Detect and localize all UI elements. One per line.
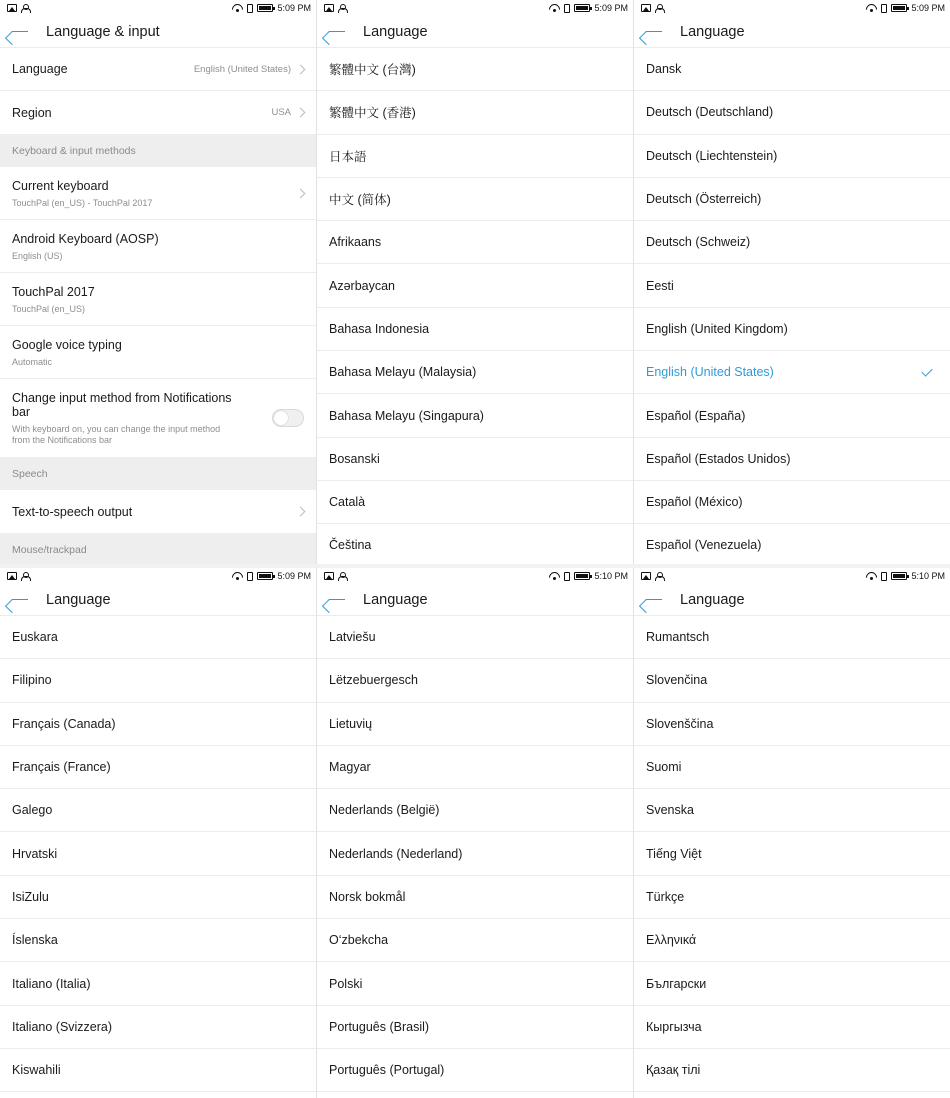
person-icon xyxy=(338,572,346,581)
wifi-icon xyxy=(866,572,877,580)
language-item[interactable] xyxy=(634,962,950,1005)
language-item[interactable] xyxy=(634,48,950,91)
chevron-right-icon xyxy=(296,64,306,74)
language-item-label: Galego xyxy=(12,803,53,818)
language-item[interactable] xyxy=(634,1006,950,1049)
language-item-label: 中文 (简体) xyxy=(329,193,391,208)
app-bar xyxy=(317,16,633,48)
person-icon xyxy=(655,4,663,13)
language-item[interactable] xyxy=(0,876,316,919)
language-item-label: Slovenčina xyxy=(646,673,708,688)
language-item[interactable] xyxy=(634,438,950,481)
language-item-label: Hrvatski xyxy=(12,846,58,861)
status-bar xyxy=(317,0,633,16)
voice-typing-row[interactable] xyxy=(0,326,316,379)
language-setting-value: English (United States) xyxy=(193,63,291,75)
wifi-icon xyxy=(232,4,243,12)
status-bar xyxy=(634,0,950,16)
language-item-label: English (United Kingdom) xyxy=(646,321,788,336)
page-title: Language xyxy=(363,591,428,608)
battery-icon xyxy=(891,4,907,12)
language-item[interactable] xyxy=(317,1006,633,1049)
language-item[interactable] xyxy=(634,524,950,564)
tts-label: Text-to-speech output xyxy=(12,504,133,519)
language-item[interactable] xyxy=(634,789,950,832)
status-bar xyxy=(317,568,633,584)
page-title: Language xyxy=(680,591,745,608)
language-item-label: Català xyxy=(329,495,366,510)
language-item-label: Íslenska xyxy=(12,933,58,948)
language-item-label: Italiano (Svizzera) xyxy=(12,1019,113,1034)
language-item[interactable] xyxy=(317,221,633,264)
voice-typing-sub: Automatic xyxy=(12,356,53,367)
language-item[interactable] xyxy=(634,135,950,178)
language-item[interactable] xyxy=(0,1049,316,1092)
language-list-screen xyxy=(0,568,316,1098)
current-keyboard-label: Current keyboard xyxy=(12,178,109,193)
region-setting-value: USA xyxy=(271,107,291,118)
language-list-screen xyxy=(317,0,633,564)
language-item-label: Lietuvių xyxy=(329,716,373,731)
language-item-label: Қазақ тілі xyxy=(646,1063,701,1078)
language-item[interactable] xyxy=(0,616,316,659)
sim-icon xyxy=(881,4,887,13)
language-item-label: Afrikaans xyxy=(329,235,382,250)
battery-icon xyxy=(574,4,590,12)
status-bar xyxy=(634,568,950,584)
language-item[interactable] xyxy=(317,746,633,789)
language-item[interactable] xyxy=(317,308,633,351)
language-item[interactable] xyxy=(317,351,633,394)
language-item-label: English (United States) xyxy=(646,365,774,380)
language-item[interactable] xyxy=(634,351,950,394)
sim-icon xyxy=(564,572,570,581)
person-icon xyxy=(21,4,29,13)
app-bar xyxy=(634,584,950,616)
image-notification-icon xyxy=(324,572,334,580)
back-arrow-icon[interactable] xyxy=(328,593,346,607)
language-item[interactable] xyxy=(317,919,633,962)
back-arrow-icon[interactable] xyxy=(11,25,29,39)
section-header-mouse: Mouse/trackpad xyxy=(0,533,316,564)
language-item-label: Ελληνικά xyxy=(646,933,697,948)
section-header-keyboard: Keyboard & input methods xyxy=(0,134,316,167)
sim-icon xyxy=(247,572,253,581)
language-item[interactable] xyxy=(634,91,950,134)
page-title: Language xyxy=(46,591,111,608)
battery-icon xyxy=(257,572,273,580)
language-item[interactable] xyxy=(634,178,950,221)
region-setting-label: Region xyxy=(12,105,52,120)
language-item-label: Čeština xyxy=(329,538,372,553)
wifi-icon xyxy=(549,4,560,12)
language-item-label: Eesti xyxy=(646,278,674,293)
current-keyboard-row[interactable] xyxy=(0,167,316,220)
voice-typing-label: Google voice typing xyxy=(12,337,122,352)
language-item[interactable] xyxy=(317,1049,633,1092)
language-item[interactable] xyxy=(317,832,633,875)
language-item[interactable] xyxy=(634,481,950,524)
language-item[interactable] xyxy=(317,659,633,702)
back-arrow-icon[interactable] xyxy=(645,25,663,39)
language-item-label: Slovenščina xyxy=(646,716,714,731)
battery-icon xyxy=(257,4,273,12)
language-item[interactable] xyxy=(634,876,950,919)
touchpal-sub: TouchPal (en_US) xyxy=(12,303,86,314)
language-item-label: Norsk bokmål xyxy=(329,889,406,904)
language-item[interactable] xyxy=(0,789,316,832)
language-item-label: Italiano (Italia) xyxy=(12,976,91,991)
aosp-keyboard-row[interactable] xyxy=(0,220,316,273)
language-item-label: Tiếng Việt xyxy=(646,846,702,861)
image-notification-icon xyxy=(324,4,334,12)
language-item-label: Bahasa Melayu (Singapura) xyxy=(329,408,484,423)
status-bar xyxy=(0,0,316,16)
person-icon xyxy=(338,4,346,13)
person-icon xyxy=(655,572,663,581)
language-item[interactable] xyxy=(634,659,950,702)
language-item[interactable] xyxy=(317,48,633,91)
language-item[interactable] xyxy=(634,746,950,789)
language-item-label: Português (Portugal) xyxy=(329,1063,445,1078)
wifi-icon xyxy=(866,4,877,12)
language-item[interactable] xyxy=(317,876,633,919)
language-item[interactable] xyxy=(0,919,316,962)
language-item-label: Euskara xyxy=(12,630,58,645)
language-item-label: Bahasa Melayu (Malaysia) xyxy=(329,365,477,380)
back-arrow-icon[interactable] xyxy=(645,593,663,607)
aosp-keyboard-sub: English (US) xyxy=(12,250,63,261)
language-item[interactable] xyxy=(317,394,633,437)
status-time: 5:09 PM xyxy=(277,3,311,13)
app-bar xyxy=(634,16,950,48)
language-item-label: Rumantsch xyxy=(646,630,710,645)
language-item[interactable] xyxy=(317,264,633,307)
language-item-label: IsiZulu xyxy=(12,889,49,904)
app-bar xyxy=(0,584,316,616)
touchpal-row[interactable] xyxy=(0,273,316,326)
language-item-label: Svenska xyxy=(646,803,694,818)
language-item-label: Nederlands (België) xyxy=(329,803,440,818)
wifi-icon xyxy=(549,572,560,580)
language-item-label: Español (México) xyxy=(646,495,743,510)
language-item-label: Español (Estados Unidos) xyxy=(646,451,791,466)
language-item[interactable] xyxy=(317,135,633,178)
language-item-label: Deutsch (Deutschland) xyxy=(646,105,774,120)
status-time: 5:09 PM xyxy=(911,3,945,13)
language-item-label: Deutsch (Österreich) xyxy=(646,192,762,207)
language-item-label: Türkçe xyxy=(646,889,685,904)
language-list-screen xyxy=(634,568,950,1098)
sim-icon xyxy=(564,4,570,13)
sim-icon xyxy=(881,572,887,581)
language-item[interactable] xyxy=(634,264,950,307)
status-time: 5:09 PM xyxy=(594,3,628,13)
language-item[interactable] xyxy=(0,746,316,789)
language-setting-label: Language xyxy=(12,62,68,76)
touchpal-label: TouchPal 2017 xyxy=(12,284,95,299)
back-arrow-icon[interactable] xyxy=(328,25,346,39)
language-item[interactable] xyxy=(317,91,633,134)
tts-row[interactable] xyxy=(0,490,316,533)
language-item-label: Polski xyxy=(329,976,363,991)
language-item[interactable] xyxy=(0,832,316,875)
language-item-label: 日本語 xyxy=(329,149,367,164)
language-item[interactable] xyxy=(317,962,633,1005)
language-item[interactable] xyxy=(634,832,950,875)
language-item-label: Español (Venezuela) xyxy=(646,538,762,553)
language-item[interactable] xyxy=(317,481,633,524)
language-item[interactable] xyxy=(317,616,633,659)
status-time: 5:10 PM xyxy=(594,571,628,581)
language-item-label: Kiswahili xyxy=(12,1063,61,1078)
language-item-label: Suomi xyxy=(646,760,682,775)
language-item[interactable] xyxy=(634,703,950,746)
page-title: Language xyxy=(363,23,428,40)
language-item-label: Bosanski xyxy=(329,451,380,466)
language-item[interactable] xyxy=(317,178,633,221)
language-item[interactable] xyxy=(0,703,316,746)
app-bar xyxy=(0,16,316,48)
status-bar xyxy=(0,568,316,584)
language-item-label: Latviešu xyxy=(329,630,376,645)
image-notification-icon xyxy=(7,4,17,12)
wifi-icon xyxy=(232,572,243,580)
language-item[interactable] xyxy=(0,659,316,702)
chevron-right-icon xyxy=(296,108,306,118)
language-item-label: Magyar xyxy=(329,760,371,775)
language-item[interactable] xyxy=(634,919,950,962)
language-item[interactable] xyxy=(634,1049,950,1092)
language-item[interactable] xyxy=(0,1006,316,1049)
language-item[interactable] xyxy=(634,394,950,437)
change-input-row[interactable] xyxy=(0,379,316,457)
image-notification-icon xyxy=(641,572,651,580)
language-item-label: 繁體中文 (台灣) xyxy=(329,63,416,78)
language-item[interactable] xyxy=(317,703,633,746)
language-item[interactable] xyxy=(634,308,950,351)
change-input-toggle[interactable] xyxy=(272,409,304,427)
chevron-right-icon xyxy=(296,188,306,198)
language-item[interactable] xyxy=(0,962,316,1005)
language-item-label: Deutsch (Schweiz) xyxy=(646,235,751,250)
language-item-label: Français (France) xyxy=(12,760,111,775)
language-item-label: Български xyxy=(646,976,707,991)
language-item[interactable] xyxy=(317,789,633,832)
aosp-keyboard-label: Android Keyboard (AOSP) xyxy=(12,231,159,246)
change-input-label: Change input method from Notifications bar xyxy=(12,390,232,419)
chevron-right-icon xyxy=(296,507,306,517)
language-item-label: Español (España) xyxy=(646,408,746,423)
status-time: 5:10 PM xyxy=(911,571,945,581)
region-setting-row[interactable] xyxy=(0,91,316,134)
language-item[interactable] xyxy=(317,438,633,481)
person-icon xyxy=(21,572,29,581)
back-arrow-icon[interactable] xyxy=(11,593,29,607)
language-item-label: 繁體中文 (香港) xyxy=(329,106,416,121)
battery-icon xyxy=(891,572,907,580)
checkmark-icon xyxy=(921,365,932,376)
language-item-label: Bahasa Indonesia xyxy=(329,321,430,336)
language-item-label: O‘zbekcha xyxy=(329,933,389,948)
battery-icon xyxy=(574,572,590,580)
page-title: Language xyxy=(680,23,745,40)
current-keyboard-sub: TouchPal (en_US) - TouchPal 2017 xyxy=(12,197,153,208)
status-time: 5:09 PM xyxy=(277,571,311,581)
image-notification-icon xyxy=(7,572,17,580)
sim-icon xyxy=(247,4,253,13)
image-notification-icon xyxy=(641,4,651,12)
language-item-label: Deutsch (Liechtenstein) xyxy=(646,148,778,163)
section-header-speech: Speech xyxy=(0,457,316,490)
language-item-label: Dansk xyxy=(646,62,682,77)
language-item-label: Lëtzebuergesch xyxy=(329,673,418,688)
language-setting-row[interactable] xyxy=(0,48,316,91)
language-item[interactable] xyxy=(634,616,950,659)
page-title: Language & input xyxy=(46,23,160,40)
language-item-label: Кыргызча xyxy=(646,1019,702,1034)
app-bar xyxy=(317,584,633,616)
language-list-screen xyxy=(634,0,950,564)
language-item-label: Filipino xyxy=(12,673,52,688)
language-list-screen xyxy=(317,568,633,1098)
language-input-screen xyxy=(0,0,316,564)
language-item-label: Português (Brasil) xyxy=(329,1019,430,1034)
language-item-label: Nederlands (Nederland) xyxy=(329,846,463,861)
language-item[interactable] xyxy=(317,524,633,564)
language-item-label: Français (Canada) xyxy=(12,716,116,731)
language-item[interactable] xyxy=(634,221,950,264)
change-input-sub: With keyboard on, you can change the input method from the Notifications bar xyxy=(12,423,221,445)
language-item-label: Azərbaycan xyxy=(329,278,396,293)
